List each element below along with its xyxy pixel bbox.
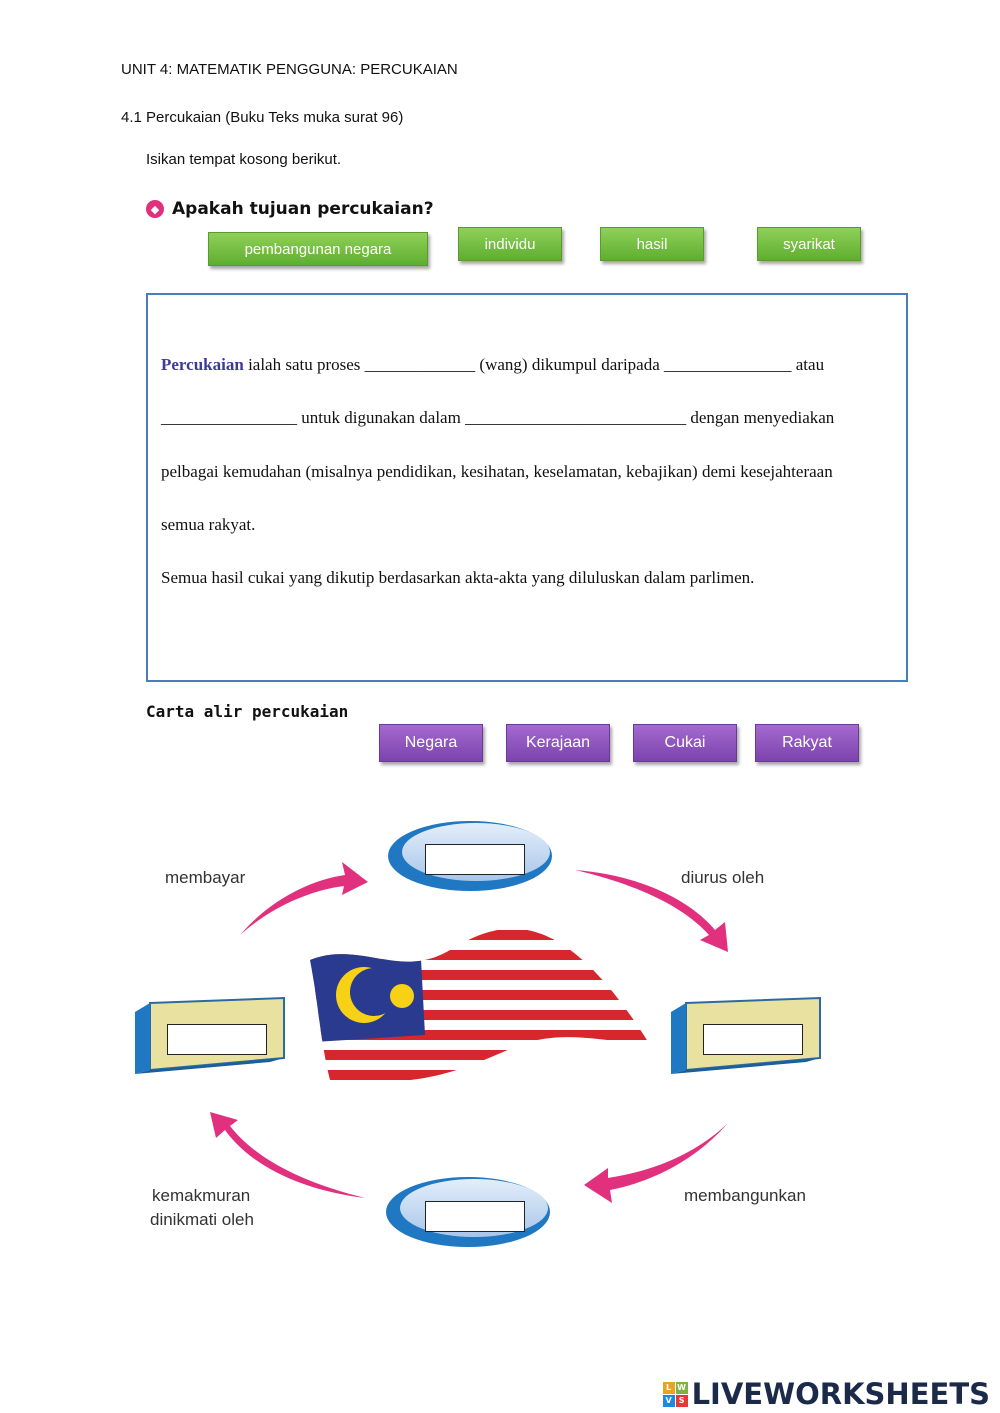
definition-line-4: semua rakyat.: [161, 515, 256, 534]
option-rakyat[interactable]: Rakyat: [755, 724, 859, 762]
logo-cell-2: W: [677, 1382, 686, 1392]
option-individu[interactable]: individu: [458, 227, 562, 261]
question-heading: [146, 199, 434, 219]
arrow-membayar: [240, 862, 368, 935]
definition-line-3: pelbagai kemudahan (misalnya pendidikan, kesihatan, keselamatan, kebajikan) demi kesejahteraan: [161, 462, 833, 481]
definition-line-2: ________________ untuk digunakan dalam __________________________ dengan menyediakan: [161, 408, 835, 427]
answer-slot-left[interactable]: [167, 1024, 267, 1055]
malaysia-flag-image: [300, 890, 670, 1100]
definition-line-1-text: ialah satu proses _____________ (wang) dikumpul daripada _______________ atau: [243, 355, 825, 374]
label-membangunkan: membangunkan: [684, 1186, 806, 1205]
label-membayar: membayar: [165, 868, 246, 887]
definition-box: [146, 293, 908, 682]
option-syarikat[interactable]: syarikat: [757, 227, 861, 261]
definition-line-1: [161, 355, 824, 375]
definition-keyword: Percukaian: [161, 355, 244, 374]
instruction-text: Isikan tempat kosong berikut.: [146, 151, 342, 168]
flowchart-title: Carta alir percukaian: [146, 702, 349, 721]
option-kerajaan[interactable]: Kerajaan: [506, 724, 610, 762]
answer-slot-bottom[interactable]: [425, 1201, 525, 1232]
option-pembangunan-negara[interactable]: pembangunan negara: [208, 232, 428, 266]
answer-slot-top[interactable]: [425, 844, 525, 875]
label-diurus-oleh: diurus oleh: [681, 868, 765, 887]
logo-cell-4: S: [676, 1395, 688, 1407]
option-hasil[interactable]: hasil: [600, 227, 704, 261]
option-cukai[interactable]: Cukai: [633, 724, 737, 762]
question-text: Apakah tujuan percukaian?: [172, 199, 434, 219]
liveworksheets-logo: [663, 1377, 990, 1411]
label-kemakmuran: kemakmuran: [152, 1186, 251, 1205]
label-dinikmati-oleh: dinikmati oleh: [150, 1210, 254, 1229]
liveworksheets-brand: LIVEWORKSHEETS: [691, 1377, 990, 1411]
definition-line-5: Semua hasil cukai yang dikutip berdasarkan akta-akta yang diluluskan dalam parlimen.: [161, 568, 755, 587]
option-negara[interactable]: Negara: [379, 724, 483, 762]
answer-slot-right[interactable]: [703, 1024, 803, 1055]
logo-cell-1: L: [663, 1382, 675, 1394]
section-title: 4.1 Percukaian (Buku Teks muka surat 96): [121, 109, 404, 126]
liveworksheets-logo-icon: [663, 1382, 688, 1407]
question-bullet-icon: ◆: [146, 200, 164, 218]
logo-cell-3: V: [663, 1395, 675, 1407]
unit-title: UNIT 4: MATEMATIK PENGGUNA: PERCUKAIAN: [121, 61, 458, 78]
